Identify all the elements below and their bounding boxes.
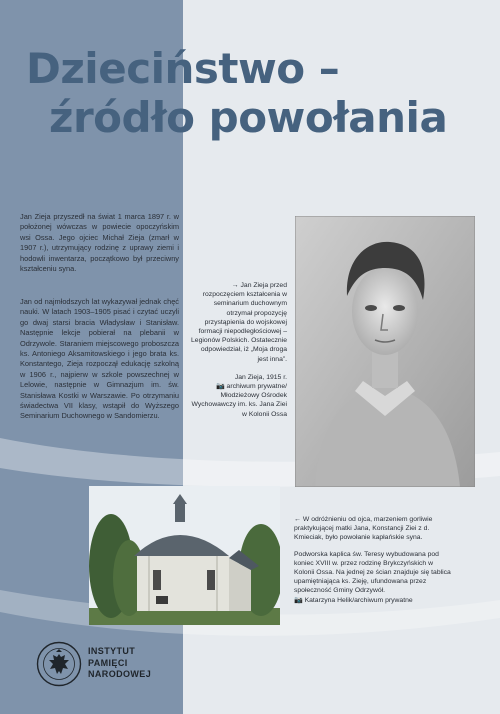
title-line-1: Dzieciństwo – <box>26 44 340 93</box>
institution-line-2: PAMIĘCI <box>88 657 128 668</box>
title-line-2: źródło powołania <box>49 93 448 142</box>
ipn-eagle-logo <box>36 641 82 687</box>
institution-name <box>88 646 151 681</box>
page-title <box>26 44 447 142</box>
portrait-image <box>295 216 475 487</box>
institution-line-3: NARODOWEJ <box>88 669 152 679</box>
portrait-photo <box>295 216 475 487</box>
portrait-source-text: archiwum prywatne/ Młodzieżowy Ośrodek Wychowawczy im. ks. Jana Ziei w Kolonii Ossa <box>191 383 287 418</box>
chapel-caption-text-2: Podworska kaplica św. Teresy wybudowana pod koniec XVIII w. przez rodzinę Brykczyńskich w Kolonii Ossa. Na jednej ze ścian znajduje się tablica upamiętniająca ks. Zieję, ufundowana przez społeczność Gminy Odrzywół. <box>294 550 451 595</box>
arrow-left-icon: ← <box>294 516 301 523</box>
arrow-right-icon: → <box>231 282 239 289</box>
chapel-caption-block-2 <box>294 550 452 605</box>
camera-icon: 📷 <box>215 383 225 391</box>
chapel-source-text: Katarzyna Helik/archiwum prywatne <box>304 596 413 604</box>
portrait-source-date: Jan Zieja, 1915 r. <box>234 373 287 381</box>
body-paragraph-1: Jan Zieja przyszedł na świat 1 marca 1897 r. w położonej wówczas w powiecie opoczyńskim wsi Ossa. Jego ojciec Michał Zieja (zmarł w 1907 r.), utrzymujący rodzinę z uprawy ziemi i hodowli inwentarza, początkowo był przeciwny kształceniu syna. <box>20 212 179 274</box>
institution-line-1: INSTYTUT <box>88 646 136 656</box>
chapel-photo <box>89 486 280 625</box>
body-paragraph-2: Jan od najmłodszych lat wykazywał jednak chęć nauki. W latach 1903–1905 pisać i czytać uczyli go dwaj starsi bracia Władysław i Stanisław. Następnie lekcje pobierał na plebanii w Odrzywole. Staraniem miejscowego proboszcza ks. Antoniego Aksamitowskiego i jego brata ks. Konstantego, Zieja rozpoczął edukację szkolną w 1906 r., najpierw w szkole powszechnej w Lelowie, następnie w Gimnazjum im. św. Stanisława Kostki w Warszawie. Po otrzymaniu świadectwa VII klasy, wstąpił do Wyższego Seminarium Duchownego w Sandomierzu. <box>20 297 179 421</box>
portrait-caption <box>190 281 287 419</box>
portrait-source <box>190 373 287 419</box>
chapel-caption-text-1: W odróżnieniu od ojca, marzeniem gorliwie praktykującej matki Jana, Konstancji Ziei z d. Kmieciak, było powołanie kapłańskie syna. <box>294 516 433 542</box>
chapel-image <box>89 486 280 625</box>
portrait-caption-text: Jan Zieja przed rozpoczęciem kształcenia w seminarium duchownym otrzymał propozycję przystąpienia do wojskowej formacji niepodległościowej – Legionów Polskich. Ostatecznie odpowiedział, iż „Moja droga jest inna”. <box>191 282 287 363</box>
chapel-caption <box>294 515 452 605</box>
camera-icon: 📷 <box>294 596 303 604</box>
